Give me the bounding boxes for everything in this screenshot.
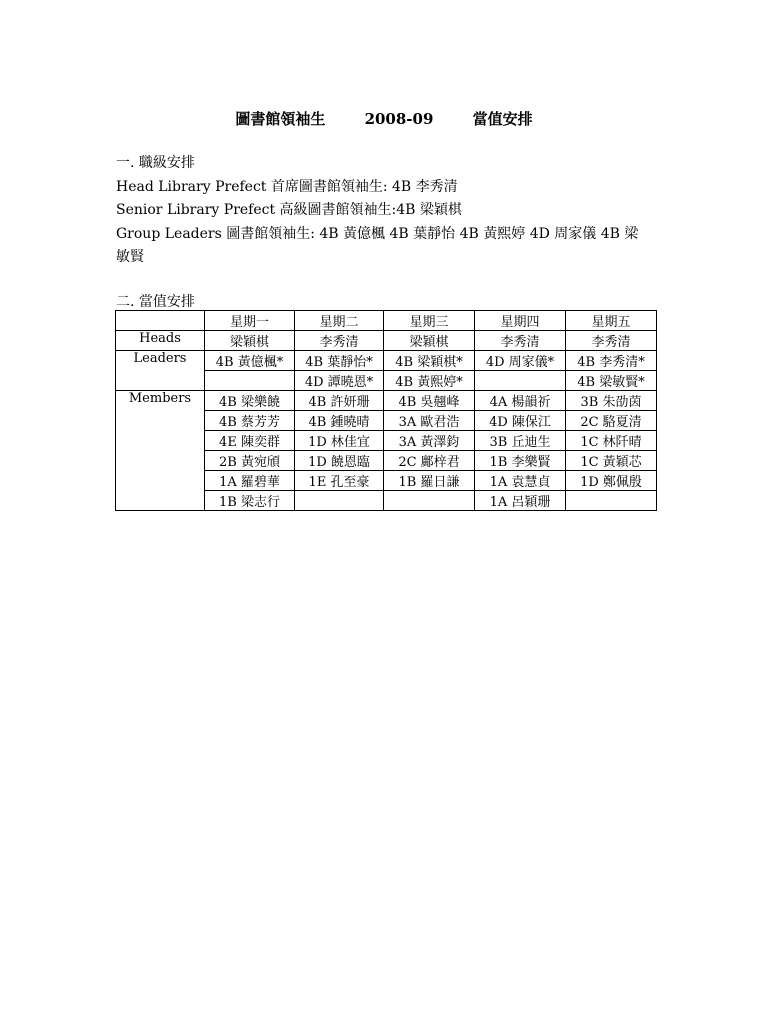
page-title [0, 108, 768, 129]
table-cell: 4B 李秀清* [566, 351, 657, 371]
table-cell: 4B 吳翹峰 [384, 391, 475, 411]
table-row-members [116, 411, 657, 431]
duty-table [115, 310, 657, 511]
table-cell: 4D 周家儀* [475, 351, 566, 371]
group-leaders-line-cont: 敏賢 [116, 249, 144, 265]
table-cell: 4B 梁樂饒 [205, 391, 295, 411]
table-row-members [116, 391, 657, 411]
section-duty-heading: 二. 當值安排 [116, 294, 195, 310]
table-cell: 1B 梁志行 [205, 491, 295, 511]
table-cell: 1D 鄭佩殷 [566, 471, 657, 491]
row-label-blank [116, 451, 205, 471]
row-label-members: Members [116, 391, 205, 411]
table-cell [205, 371, 295, 391]
row-label-blank [116, 411, 205, 431]
table-cell: 4B 蔡芳芳 [205, 411, 295, 431]
table-cell [475, 371, 566, 391]
table-cell [295, 491, 384, 511]
table-cell: 李秀清 [295, 331, 384, 351]
table-cell: 3A 黃澤鈞 [384, 431, 475, 451]
table-cell [566, 491, 657, 511]
table-cell: 3B 丘迪生 [475, 431, 566, 451]
table-cell: 4D 陳保江 [475, 411, 566, 431]
table-row-members [116, 491, 657, 511]
day-header: 星期一 [205, 311, 295, 331]
row-label-leaders: Leaders [116, 351, 205, 371]
table-cell: 1E 孔至豪 [295, 471, 384, 491]
table-cell: 2C 鄺梓君 [384, 451, 475, 471]
table-row-members [116, 451, 657, 471]
table-cell: 4B 許妍珊 [295, 391, 384, 411]
table-cell: 4B 黃億楓* [205, 351, 295, 371]
group-leaders-line: Group Leaders 圖書館領袖生: 4B 黃億楓 4B 葉靜怡 4B 黃熙婷 4D 周家儀 4B 梁 [116, 225, 639, 242]
table-corner-cell [116, 311, 205, 331]
table-cell: 1C 林阡晴 [566, 431, 657, 451]
head-prefect-line: Head Library Prefect 首席圖書館領袖生: 4B 李秀清 [116, 178, 458, 195]
table-cell: 1B 羅日謙 [384, 471, 475, 491]
table-cell: 1A 呂穎珊 [475, 491, 566, 511]
table-cell: 4A 楊韻祈 [475, 391, 566, 411]
table-row-leaders [116, 371, 657, 391]
table-row-members [116, 471, 657, 491]
table-cell: 2B 黃宛頎 [205, 451, 295, 471]
day-header: 星期四 [475, 311, 566, 331]
row-label-blank [116, 431, 205, 451]
table-row-leaders [116, 351, 657, 371]
table-cell: 1B 李樂賢 [475, 451, 566, 471]
table-cell: 4B 梁穎棋* [384, 351, 475, 371]
table-cell: 4B 葉靜怡* [295, 351, 384, 371]
table-cell: 李秀清 [566, 331, 657, 351]
table-header-row [116, 311, 657, 331]
row-label-heads: Heads [116, 331, 205, 351]
table-cell: 1C 黃穎芯 [566, 451, 657, 471]
page-title-main: 圖書館領袖生 [235, 110, 326, 128]
table-row-members [116, 431, 657, 451]
day-header: 星期三 [384, 311, 475, 331]
section-ranks-heading: 一. 職級安排 [116, 155, 195, 171]
row-label-blank [116, 371, 205, 391]
table-cell: 4D 譚曉恩* [295, 371, 384, 391]
day-header: 星期二 [295, 311, 384, 331]
table-row-heads [116, 331, 657, 351]
table-cell: 1A 袁慧貞 [475, 471, 566, 491]
table-cell: 1D 饒恩臨 [295, 451, 384, 471]
table-cell: 4B 鍾曉晴 [295, 411, 384, 431]
table-cell: 3A 歐君浩 [384, 411, 475, 431]
row-label-blank [116, 471, 205, 491]
row-label-blank [116, 491, 205, 511]
table-cell [384, 491, 475, 511]
day-header: 星期五 [566, 311, 657, 331]
table-cell: 1A 羅碧華 [205, 471, 295, 491]
table-cell: 梁穎棋 [205, 331, 295, 351]
senior-prefect-line: Senior Library Prefect 高級圖書館領袖生:4B 梁穎棋 [116, 202, 462, 218]
table-cell: 4B 梁敏賢* [566, 371, 657, 391]
table-cell: 1D 林佳宜 [295, 431, 384, 451]
table-cell: 4B 黃熙婷* [384, 371, 475, 391]
table-cell: 梁穎棋 [384, 331, 475, 351]
section-ranks [116, 152, 661, 270]
table-cell: 2C 駱夏清 [566, 411, 657, 431]
page-title-year: 2008-09 [364, 110, 434, 128]
table-cell: 4E 陳奕群 [205, 431, 295, 451]
table-cell: 3B 朱劭茵 [566, 391, 657, 411]
table-cell: 李秀清 [475, 331, 566, 351]
page-title-sub: 當值安排 [472, 110, 533, 128]
